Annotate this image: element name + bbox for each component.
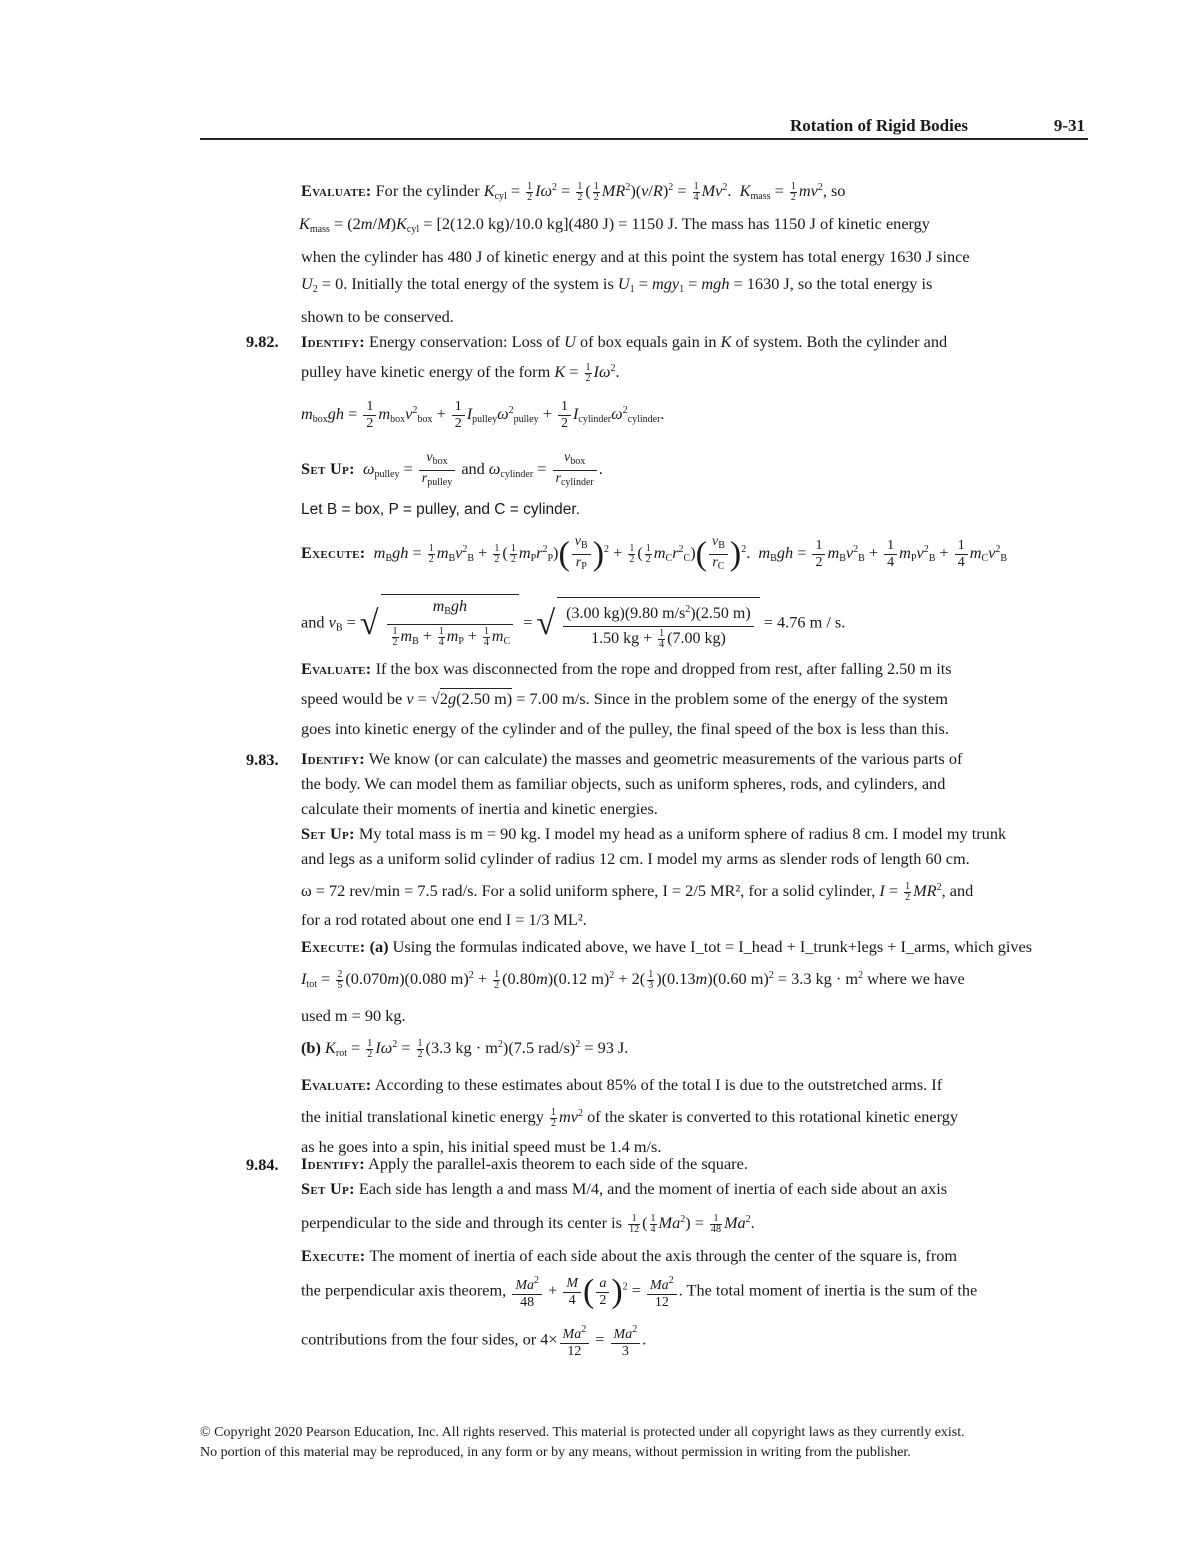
- problem-number-982: 9.82.: [246, 332, 279, 351]
- p984-block: Identify: Apply the parallel-axis theorem to each side of the square. Set Up: Each side has length a and mass M/4, and the moment of inertia of each side about an axis perpendicular to the side and through its center is $\frac{1}{12}$ ( $\frac{1}{4}$ $Ma^2$) = $\frac{1}{48}$ Ma$^2$. Execute: The moment of inertia of each side about the axis through the center of the square is, from the perpendicular axis theorem, $\frac{Ma^2}{48}$ + $\frac{M}{4}$ ( $\frac{a}{2}$ )$^2$ = $\frac{Ma^2}{12}$ . The total moment of inertia is the sum of the contributions from the four sides, or 4× $\frac{Ma^2}{12}$ = $\frac{Ma^2}{3}$ .: [301, 1154, 978, 1359]
- evaluate-981-line5: shown to be conserved.: [301, 307, 454, 326]
- page-number: 9-31: [1053, 116, 1085, 135]
- p982-evaluate: Evaluate: If the box was disconnected from the rope and dropped from rest, after falling 2.50 m its speed would be v = √2g(2.50 m) = 7.00 m/s. Since in the problem some of the energy of the system goes into kinetic energy of the cylinder and of the pulley, the final speed of the box is less than this.: [301, 659, 952, 738]
- p982-setup: Set Up: $\omega_{pulley}$ = $\frac{v_{box}}{r_{pulley}}$ and $\omega_{cylinder}$ = $\frac{v_{box}}{r_{cylinder}}$ .: [301, 450, 603, 488]
- evaluate-981-block: [301, 174, 1081, 330]
- p983-identify-setup: Identify: We know (or can calculate) the masses and geometric measurements of the various parts of the body. We can model them as familiar objects, such as uniform spheres, rods, and cylinders, and calculate their moments of inertia and kinetic energies. Set Up: My total mass is m = 90 kg. I model my head as a uniform sphere of radius 8 cm. I model my trunk and legs as a uniform solid cylinder of radius 12 cm. I model my arms as slender rods of length 60 cm. ω = 72 rev/min = 7.5 rad/s. For a solid uniform sphere, I = 2/5 MR², for a solid cylinder, I = $\frac{1}{2}$ $MR^2$, and for a rod rotated about one end I = 1/3 ML². Execute: (a) Using the formulas indicated above, we have I_tot = I_head + I_trunk+legs + I_arms, which gives $I_{tot}$ = $\frac{2}{5}$ (0.070m)(0.080 m)$^2$ + $\frac{1}{2}$ (0.80m)(0.12 m)$^2$ + 2( $\frac{1}{3}$ )(0.13m)(0.60 m)$^2$ = 3.3 kg · $m^2$ where we have used m = 90 kg. (b) $K_{rot}$ = $\frac{1}{2}$ $I\omega^2$ = $\frac{1}{2}$ (3.3 kg · $m^2)(7.5$ rad/s)$^2$ = 93 J. Evaluate: According to these estimates about 85% of the total I is due to the outstretched arms. If the initial translational kinetic energy $\frac{1}{2}$ $mv^2$ of the skater is converted to this rotational kinetic energy as he goes into a spin, his initial speed must be 1.4 m/s.: [301, 749, 1033, 1156]
- evaluate-981-line1: Evaluate: For the cylinder $K_{cyl}$ = $\frac{1}{2}$ $I\omega^2$ = $\frac{1}{2}$ ( $\frac{1}{2}$ $MR^2)(v/R)^2$ = $\frac{1}{4}$ Mv$^2$. $K_{mass}$ = $\frac{1}{2}$ $mv^2$, so: [301, 180, 846, 203]
- p982-execute: Execute: $m_Bgh$ = $\frac{1}{2}$ $m_Bv^2_B$ + $\frac{1}{2}$ ( $\frac{1}{2}$ $m_Pr^2_P$)( $\frac{v_B}{r_P}$ )$^2$ + $\frac{1}{2}$ ( $\frac{1}{2}$ $m_Cr^2_C$)( $\frac{v_B}{r_C}$ )$^2$. $m_Bgh$ = $\frac{1}{2}$ $m_Bv^2_B$ + $\frac{1}{4}$ $m_Pv^2_B$ + $\frac{1}{4}$ $m_Cv^2_B$: [301, 534, 1008, 573]
- problem-number-984: 9.84.: [246, 1155, 279, 1174]
- p982-energy-equation: $m_{box}gh$ = $\frac{1}{2}$ $m_{box}v^2_{box}$ + $\frac{1}{2}$ $I_{pulley}\omega^2_{pulley}$ + $\frac{1}{2}$ $I_{cylinder}\omega^2_{cylinder}$.: [301, 398, 665, 431]
- evaluate-981-line4: $U_2 = 0$. Initially the total energy of the system is $U_1 = mgy_1$ = mgh = 1630 J, so the total energy is: [301, 274, 933, 295]
- problem-number-983: 9.83.: [246, 750, 279, 769]
- p982-let: Let B = box, P = pulley, and C = cylinder.: [301, 501, 581, 518]
- evaluate-981-line2: $K_{mass} = (2m/M)K_{cyl} = [2(12.0$ kg)/10.0 kg](480 J) = 1150 J. The mass has 1150 J of kinetic energy: [299, 214, 930, 235]
- evaluate-label: Evaluate:: [301, 181, 372, 200]
- chapter-title: Rotation of Rigid Bodies: [789, 116, 968, 135]
- header-rule: [200, 138, 1088, 140]
- page-header: [200, 112, 1088, 138]
- p982-identify: Identify: Energy conservation: Loss of U of box equals gain in K of system. Both the cylinder and pulley have kinetic energy of the form K = $\frac{1}{2}$ $I\omega^2$.: [301, 332, 948, 384]
- copyright-footer: © Copyright 2020 Pearson Education, Inc. All rights reserved. This material is protected under all copyright laws as they currently exist. No portion of this material may be reproduced, in any form or by any means, without permission in writing from the publisher.: [200, 1425, 965, 1460]
- evaluate-981-line3: when the cylinder has 480 J of kinetic energy and at this point the system has total energy 1630 J since: [301, 247, 970, 266]
- p982-vb-equation: and $v_B$ = √ $m_Bgh$ $\frac{1}{2}$ $m_B$ + $\frac{1}{4}$ $m_P$ + $\frac{1}{4}$ $m_C$ = √ (3.00 kg)(9.80 $m/s^2)(2.50$ m) 1.50 kg + $\frac{1}{4}$ (7.00 kg) = 4.76 m / s.: [301, 594, 845, 654]
